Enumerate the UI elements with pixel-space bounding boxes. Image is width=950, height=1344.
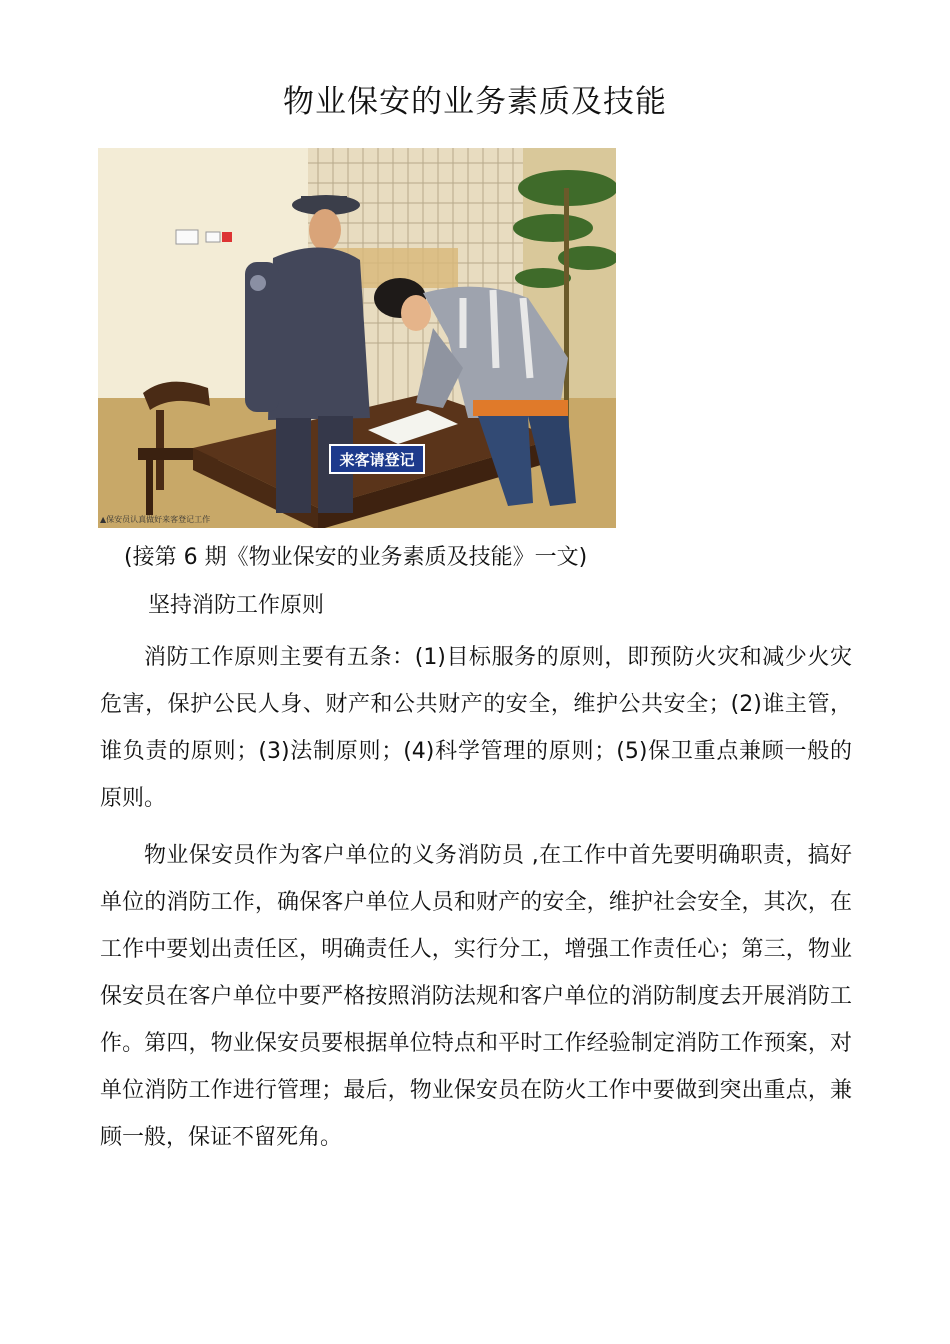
section-heading: 坚持消防工作原则 xyxy=(148,593,325,618)
continuation-note: (接第 6 期《物业保安的业务素质及技能》一文) xyxy=(124,545,588,570)
body-paragraph-2-block xyxy=(100,832,852,1161)
body-paragraph: 消防工作原则主要有五条：(1)目标服务的原则，即预防火灾和减少火灾危害，保护公民人身、财产和公共财产的安全，维护公共安全；(2)谁主管，谁负责的原则；(3)法制原则；(4)科学管理的原则；(5)保卫重点兼顾一般的原则。 xyxy=(100,645,852,811)
body-paragraph-1-block xyxy=(100,634,852,822)
body-paragraph: 物业保安员作为客户单位的义务消防员 ,在工作中首先要明确职责，搞好单位的消防工作，确保客户单位人员和财产的安全，维护社会安全，其次，在工作中要划出责任区，明确责任人，实行分工，增强工作责任心；第三，物业保安员在客户单位中要严格按照消防法规和客户单位的消防制度去开展消防工作。第四，物业保安员要根据单位特点和平时工作经验制定消防工作预案，对单位消防工作进行管理；最后，物业保安员在防火工作中要做到突出重点，兼顾一般，保证不留死角。 xyxy=(100,843,852,1150)
security-guard-photo xyxy=(98,148,616,528)
document-title: 物业保安的业务素质及技能 xyxy=(283,84,667,120)
photo-caption: ▲保安员认真做好来客登记工作 xyxy=(100,515,211,524)
registration-sign-text: 来客请登记 xyxy=(339,451,415,469)
photo-illustration xyxy=(98,148,616,528)
